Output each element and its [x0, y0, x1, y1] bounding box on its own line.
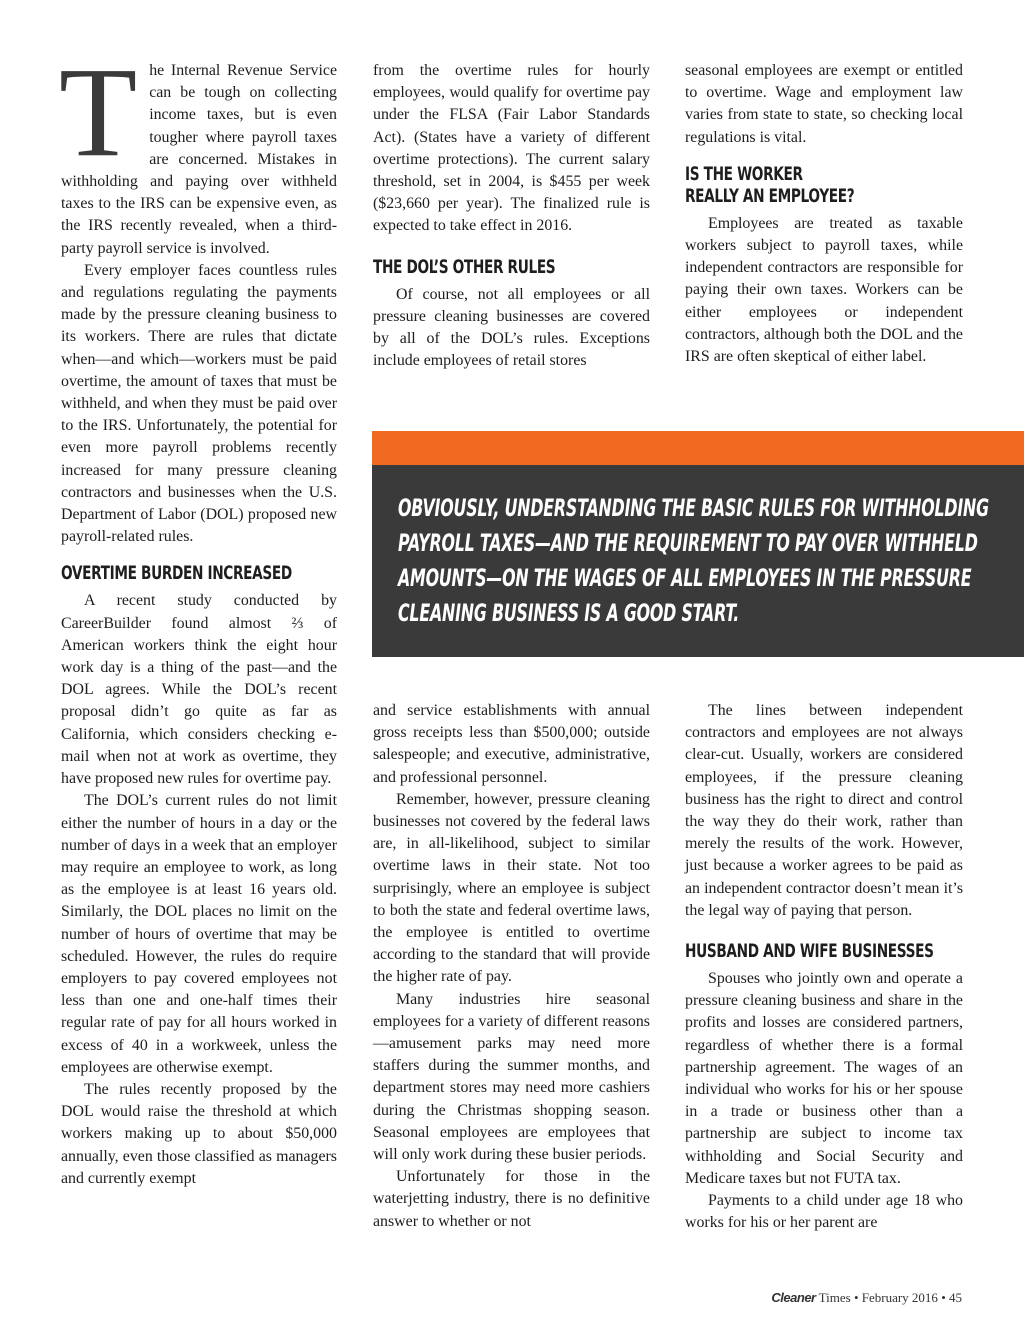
column-2: [373, 60, 650, 372]
paragraph: Remember, however, pressure cleaning businesses not covered by the federal laws are, in all-likelihood, subject to similar overtime laws in their state. Not too surprisingly, where an employee is subject to both the state and federal overtime laws, the employee is entitled to overtime according to the standard that will provide the higher rate of pay.: [373, 790, 650, 986]
column-3: [685, 60, 963, 368]
pull-quote: [372, 465, 1024, 657]
pull-quote-line: PAYROLL TAXES—AND THE REQUIREMENT TO PAY OVER WITHHELD: [398, 529, 978, 557]
section-heading-dol-rules: THE DOL’S OTHER RULES: [373, 255, 556, 278]
accent-band: [372, 431, 1024, 465]
issue-date: February 2016: [861, 1290, 938, 1305]
footer-separator: •: [941, 1290, 946, 1305]
paragraph: The lines between independent contractors and employees are not always clear-cut. Usually, workers are considered employees, if the pressure cleaning business has the right to direct and control the way they do their work, rather than merely the results of the work. However, just because a worker agrees to be paid as an independent contractor doesn’t mean it’s the legal way of paying that person.: [685, 702, 963, 919]
pull-quote-text: [398, 491, 992, 631]
paragraph: Payments to a child under age 18 who works for his or her parent are: [685, 1192, 963, 1232]
section-heading-overtime: OVERTIME BURDEN INCREASED: [61, 562, 292, 585]
drop-cap: T: [59, 41, 138, 183]
paragraph: A recent study conducted by CareerBuilder found almost ⅔ of American workers think the eight hour work day is a thing of the past—and the DOL agrees. While the DOL’s recent proposal didn’t go quite as far as California, which considers checking e-mail when not at work as overtime, they have proposed new rules for overtime pay.: [61, 592, 337, 788]
magazine-brand-suffix: Times: [818, 1290, 851, 1305]
column-1: [59, 41, 337, 1190]
paragraph: Of course, not all employees or all pressure cleaning businesses are covered by all of the DOL’s rules. Exceptions include employees of retail stores: [373, 285, 650, 370]
magazine-brand: Cleaner: [771, 1290, 816, 1305]
page-footer: [771, 1290, 962, 1306]
pull-quote-line: AMOUNTS—ON THE WAGES OF ALL EMPLOYEES IN THE PRESSURE: [398, 564, 972, 592]
paragraph: seasonal employees are exempt or entitled to overtime. Wage and employment law varies from state to state, so checking local regulations is vital.: [685, 62, 963, 146]
page-number: 45: [949, 1290, 962, 1305]
paragraph: Unfortunately for those in the waterjetting industry, there is no definitive answer to whether or not: [373, 1168, 650, 1230]
pull-quote-line: OBVIOUSLY, UNDERSTANDING THE BASIC RULES FOR WITHHOLDING: [398, 494, 989, 522]
column-5: [685, 700, 963, 1234]
paragraph: and service establishments with annual gross receipts less than $500,000; outside salespeople; and executive, administrative, and professional personnel.: [373, 702, 650, 786]
paragraph: from the overtime rules for hourly employees, would qualify for overtime pay under the FLSA (Fair Labor Standards Act). (States have a variety of different overtime protections). The current salary threshold, set in 2004, is $455 per week ($23,660 per year). The finalized rule is expected to take effect in 2016.: [373, 62, 650, 235]
pull-quote-line: CLEANING BUSINESS IS A GOOD START.: [398, 599, 740, 627]
paragraph: Employees are treated as taxable workers subject to payroll taxes, while independent contractors are responsible for paying their own taxes. Workers can be either employees or independent contractors, although both the DOL and the IRS are often skeptical of either label.: [685, 214, 963, 366]
section-heading-employee: REALLY AN EMPLOYEE?: [685, 184, 855, 207]
paragraph: The rules recently proposed by the DOL would raise the threshold at which workers making up to about $50,000 annually, even those classified as managers and currently exempt: [61, 1080, 337, 1187]
footer-separator: •: [853, 1290, 859, 1305]
paragraph: Spouses who jointly own and operate a pressure cleaning business and share in the profits and losses are considered partners, regardless of whether there is a formal partnership agreement. The wages of an individual who works for his or her spouse in a trade or business other than a partnership are subject to income tax withholding and Social Security and Medicare taxes but not FUTA tax.: [685, 970, 963, 1187]
intro-paragraph: The Internal Revenue Service can be tough on collecting income taxes, but is even tougher where payroll taxes are concerned. Mistakes in withholding and paying over withheld taxes to the IRS can be expensive even, as the IRS recently revealed, when a third-party payroll service is involved.: [59, 41, 337, 257]
paragraph: Many industries hire seasonal employees for a variety of different reasons—amusement parks may need more staffers during the summer months, and department stores may need more cashiers during the Christmas shopping season. Seasonal employees are employees that will only work during these busier periods.: [373, 990, 650, 1164]
section-heading-husband-wife: HUSBAND AND WIFE BUSINESSES: [685, 940, 934, 963]
column-4: [373, 700, 650, 1233]
paragraph: The DOL’s current rules do not limit either the number of hours in a day or the number of days in a week that an employer may require an employee to work, as long as the employee is at least 16 years old. Similarly, the DOL places no limit on the number of hours of overtime that may be scheduled. However, the rules do require employers to pay covered employees not less than one and one-half times their regular rate of pay for all hours worked in excess of 40 in a workweek, unless the employees are otherwise exempt.: [61, 792, 337, 1076]
paragraph: Every employer faces countless rules and regulations regulating the payments made by the pressure cleaning business to its workers. There are rules that dictate when—and which—workers must be paid overtime, the amount of taxes that must be withheld, and when they must be paid over to the IRS. Unfortunately, the potential for even more payroll problems recently increased for many pressure cleaning contractors and businesses when the U.S. Department of Labor (DOL) proposed new payroll-related rules.: [61, 261, 337, 546]
section-heading-worker: IS THE WORKER: [685, 162, 803, 185]
